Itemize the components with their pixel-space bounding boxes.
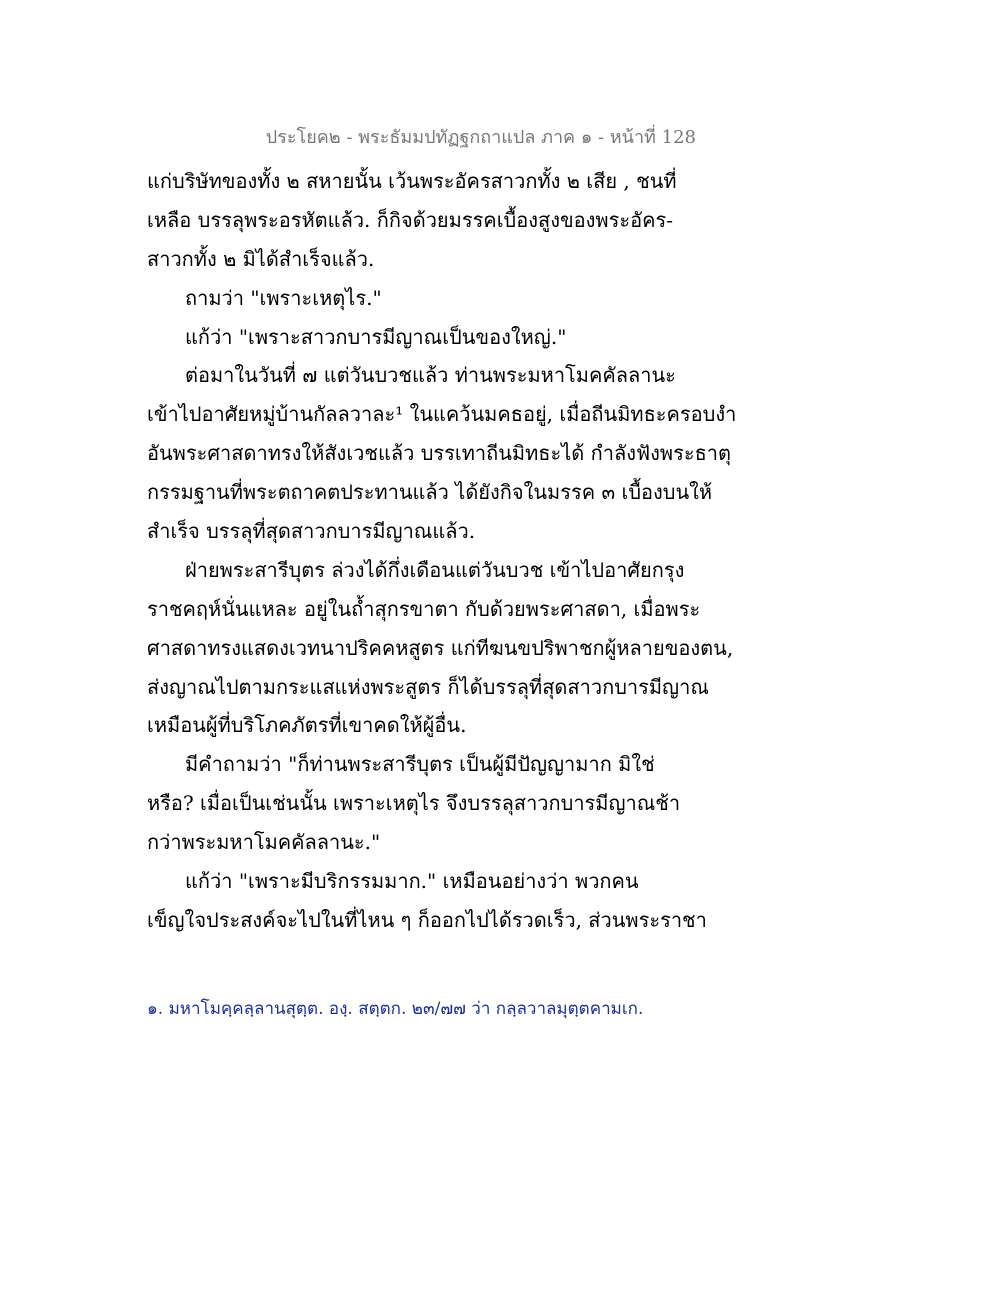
text-line: กว่าพระมหาโมคคัลลานะ." xyxy=(147,830,381,855)
text-line: เหลือ บรรลุพระอรหัตแล้ว. ก็กิจด้วยมรรคเบื้องสูงของพระอัคร- xyxy=(147,207,673,232)
text-line: ศาสดาทรงแสดงเวทนาปริคคหสูตร แก่ทีฆนขปริพาชกผู้หลายของตน, xyxy=(147,635,734,660)
text-line: ถามว่า "เพราะเหตุไร." xyxy=(185,285,382,310)
text-line: แก้ว่า "เพราะมีบริกรรมมาก." เหมือนอย่างว่า พวกคน xyxy=(185,869,639,894)
page-header: ประโยค๒ - พระธัมมปทัฏฐกถาแปล ภาค ๑ - หน้าที่ 128 xyxy=(265,127,696,148)
text-line: สาวกทั้ง ๒ มิได้สำเร็จแล้ว. xyxy=(147,246,375,271)
body-text xyxy=(147,162,737,940)
footnote: ๑. มหาโมคฺคลฺลานสุตฺต. องฺ. สตฺตก. ๒๓/๗๗ ว่า กลฺลวาลมุตฺตคามเก. xyxy=(147,999,644,1019)
text-line: ราชคฤห์นั่นแหละ อยู่ในถ้ำสุกรขาตา กับด้วยพระศาสดา, เมื่อพระ xyxy=(147,596,701,621)
text-line: ฝ่ายพระสารีบุตร ล่วงได้กึ่งเดือนแต่วันบวช เข้าไปอาศัยกรุง xyxy=(185,557,685,582)
text-line: แก้ว่า "เพราะสาวกบารมีญาณเป็นของใหญ่." xyxy=(185,324,567,349)
text-line: อันพระศาสดาทรงให้สังเวชแล้ว บรรเทาถีนมิทธะได้ กำลังฟังพระธาตุ xyxy=(147,441,732,466)
text-line: หรือ? เมื่อเป็นเช่นนั้น เพราะเหตุไร จึงบรรลุสาวกบารมีญาณช้า xyxy=(147,791,681,816)
text-line: แก่บริษัทของทั้ง ๒ สหายนั้น เว้นพระอัครสาวกทั้ง ๒ เสีย , ชนที่ xyxy=(147,169,677,193)
text-line: มีคำถามว่า "ก็ท่านพระสารีบุตร เป็นผู้มีปัญญามาก มิใช่ xyxy=(185,752,655,777)
text-line: เข้าไปอาศัยหมู่บ้านกัลลวาละ¹ ในแคว้นมคธอยู่, เมื่อถีนมิทธะครอบงำ xyxy=(147,402,737,427)
text-line: เหมือนผู้ที่บริโภคภัตรที่เขาคดให้ผู้อื่น. xyxy=(147,713,467,738)
text-line: เข็ญใจประสงค์จะไปในที่ไหน ๆ ก็ออกไปได้รวดเร็ว, ส่วนพระราชา xyxy=(147,907,707,932)
text-line: ต่อมาในวันที่ ๗ แต่วันบวชแล้ว ท่านพระมหาโมคคัลลานะ xyxy=(185,363,676,388)
text-line: กรรมฐานที่พระตถาคตประทานแล้ว ได้ยังกิจในมรรค ๓ เบื้องบนให้ xyxy=(147,480,713,505)
text-line: ส่งญาณไปตามกระแสแห่งพระสูตร ก็ได้บรรลุที่สุดสาวกบารมีญาณ xyxy=(147,674,709,699)
text-line: สำเร็จ บรรลุที่สุดสาวกบารมีญาณแล้ว. xyxy=(147,519,476,544)
